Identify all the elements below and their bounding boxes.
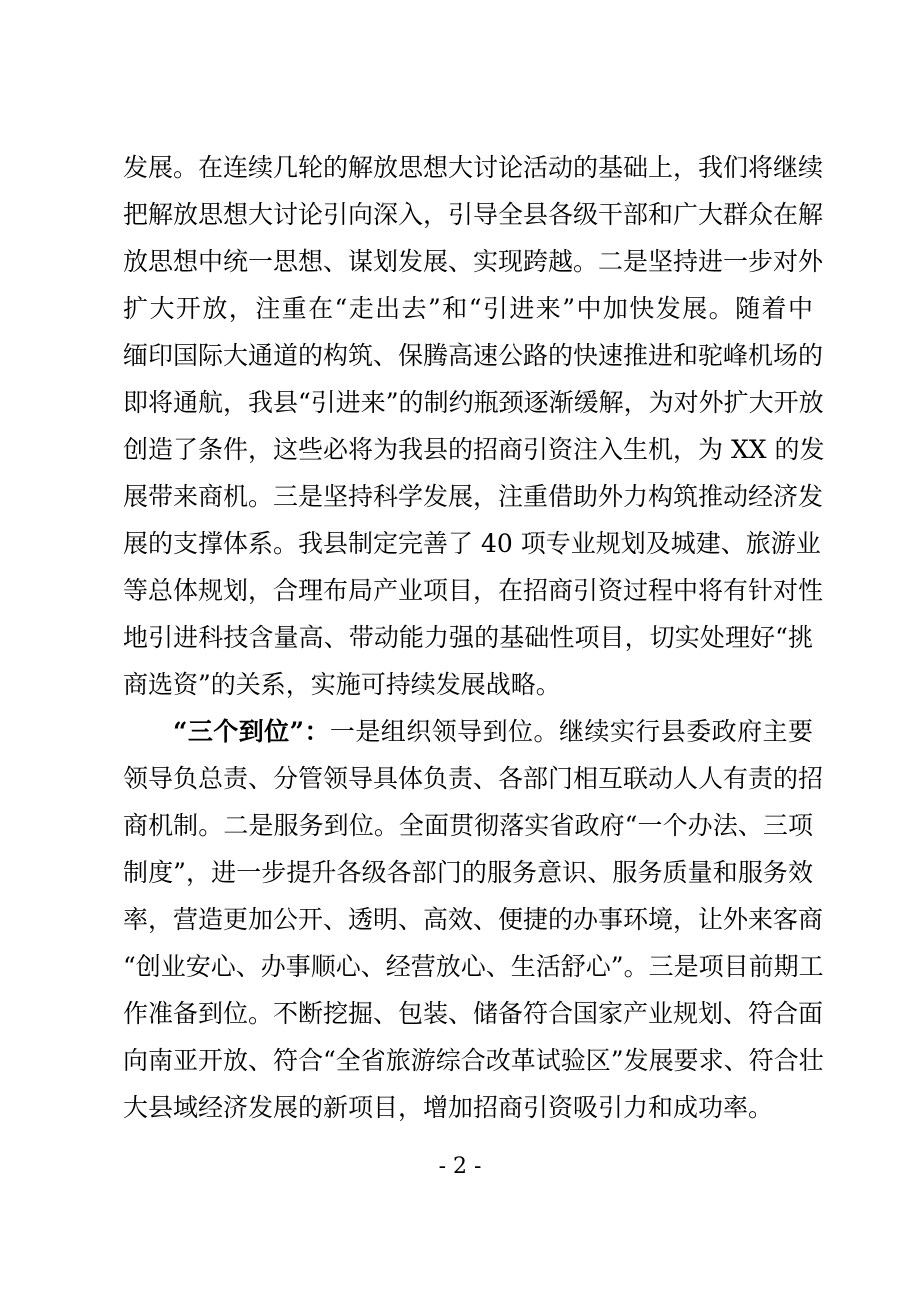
paragraph-line: 制度”，进一步提升各级各部门的服务意识、服务质量和服务效 <box>123 858 813 887</box>
page-number: - 2 - <box>438 1154 482 1179</box>
paragraph-line: 把解放思想大讨论引向深入，引导全县各级干部和广大群众在解 <box>123 200 824 229</box>
paragraph-line: 展的支撑体系。我县制定完善了 40 项专业规划及城建、旅游业 <box>123 529 821 558</box>
paragraph-line: 扩大开放，注重在“走出去”和“引进来”中加快发展。随着中 <box>123 294 813 323</box>
paragraph-line: 大县域经济发展的新项目，增加招商引资吸引力和成功率。 <box>123 1093 774 1122</box>
paragraph-line: 放思想中统一思想、谋划发展、实现跨越。二是坚持进一步对外 <box>123 247 824 276</box>
paragraph-line: 等总体规划，合理布局产业项目，在招商引资过程中将有针对性 <box>123 576 824 605</box>
paragraph-line: 创造了条件，这些必将为我县的招商引资注入生机，为 XX 的发 <box>123 435 825 464</box>
paragraph-line: 率，营造更加公开、透明、高效、便捷的办事环境，让外来客商 <box>123 905 824 934</box>
paragraph-line: 商选资”的关系，实施可持续发展战略。 <box>123 670 561 699</box>
paragraph-line: 缅印国际大通道的构筑、保腾高速公路的快速推进和驼峰机场的 <box>123 341 824 370</box>
paragraph-line: 地引进科技含量高、带动能力强的基础性项目，切实处理好“挑 <box>123 623 813 652</box>
paragraph-first-line <box>123 708 813 755</box>
paragraph-line: 展带来商机。三是坚持科学发展，注重借助外力构筑推动经济发 <box>123 482 824 511</box>
paragraph-line: 发展。在连续几轮的解放思想大讨论活动的基础上，我们将继续 <box>123 153 824 182</box>
paragraph-line: 向南亚开放、符合“全省旅游综合改革试验区”发展要求、符合壮 <box>123 1046 824 1075</box>
body-text <box>123 144 825 1131</box>
paragraph-line: 即将通航，我县“引进来”的制约瓶颈逐渐缓解，为对外扩大开放 <box>123 388 824 417</box>
paragraph-1 <box>123 144 825 708</box>
paragraph-line: 作准备到位。不断挖掘、包装、储备符合国家产业规划、符合面 <box>123 999 824 1028</box>
paragraph-line: “创业安心、办事顺心、经营放心、生活舒心”。三是项目前期工 <box>123 952 824 981</box>
section-heading: “三个到位”： <box>173 717 330 746</box>
paragraph-line: 商机制。二是服务到位。全面贯彻落实省政府“一个办法、三项 <box>123 811 813 840</box>
paragraph-line-rest: 一是组织领导到位。继续实行县委政府主要 <box>329 717 813 746</box>
paragraph-line: 领导负总责、分管领导具体负责、各部门相互联动人人有责的招 <box>123 764 824 793</box>
paragraph-2 <box>123 708 824 1131</box>
